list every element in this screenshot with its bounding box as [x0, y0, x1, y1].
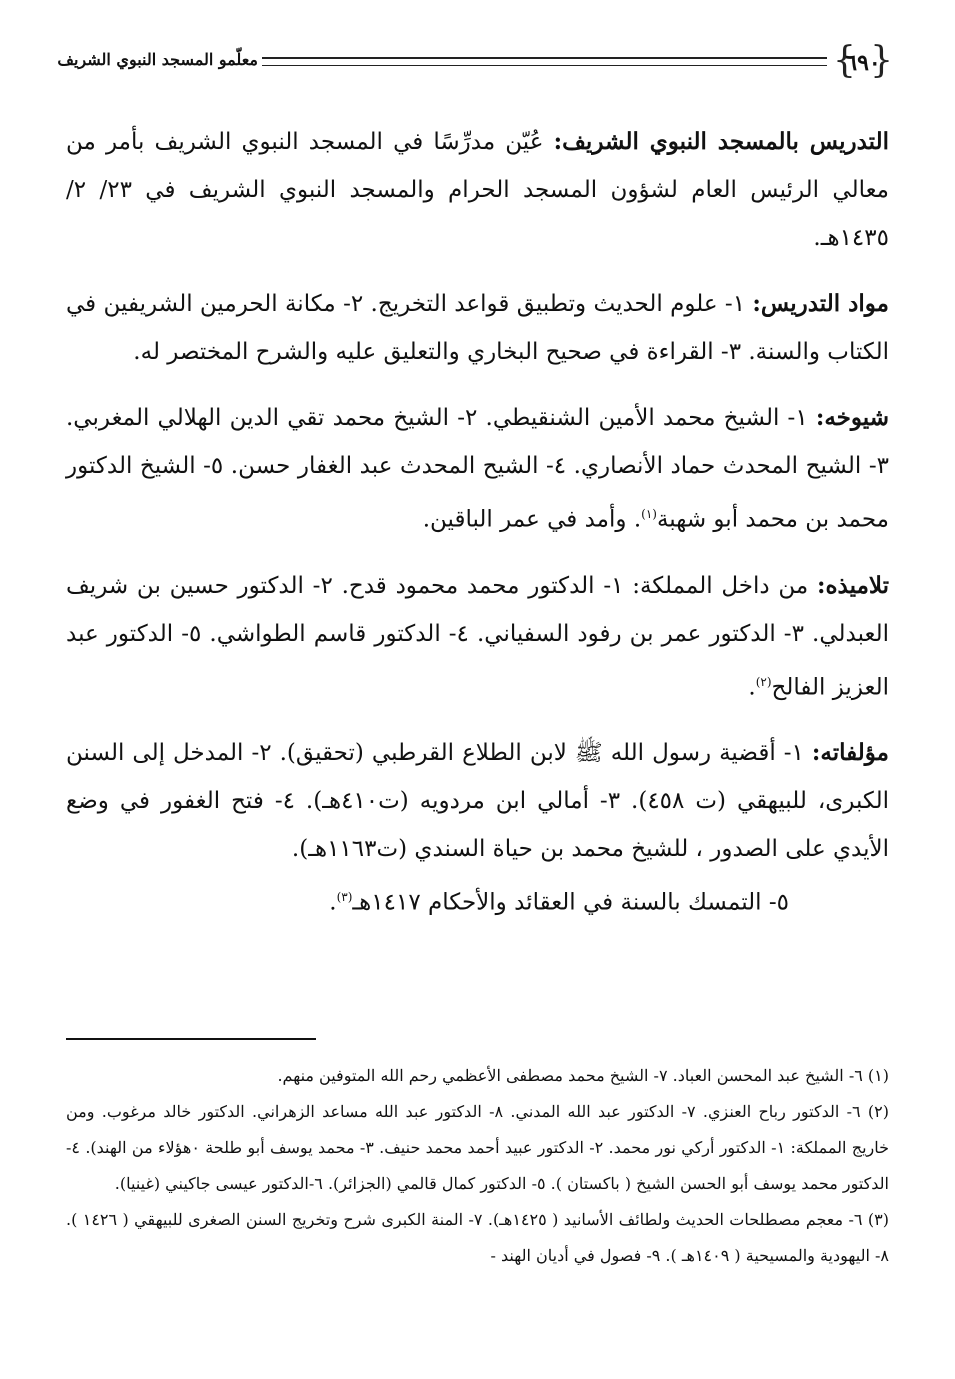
footnote-rule — [66, 1038, 316, 1040]
footnote-marker[interactable]: (٢) — [755, 674, 772, 689]
page-number: { ٦٩٠ } — [833, 38, 893, 88]
section-teaching — [66, 118, 889, 262]
section-text-tail: . — [329, 889, 337, 916]
section-text: ١- الشيخ محمد الأمين الشنقيطي. ٢- الشيخ محمد تقي الدين الهلالي المغربي. ٣- الشيح المحدث حماد الأنصاري. ٤- الشيح المحدث عبد الغفار حسن. ٥- الشيخ الدكتور محمد بن محمد أبو شهبة — [66, 405, 889, 533]
section-text: ٥- التمسك بالسنة في العقائد والأحكام ١٤١٧هـ — [352, 889, 789, 916]
section-text: ١- أقضية رسول الله ﷺ لابن الطلاع القرطبي (تحقيق). ٢- المدخل إلى السنن الكبرى، للبيهقي (ت ٤٥٨). ٣- أمالي ابن مردويه (ت٤١٠هـ). ٤- فتح الغفور في وضع الأيدي على الصدور ، للشيخ محمد بن حياة السندي (ت١١٦٣هـ). — [66, 740, 889, 863]
header-rule — [262, 57, 827, 66]
section-label: التدريس بالمسجد النبوي الشريف: — [553, 128, 890, 155]
running-title: معلّمو المسجد النبوي الشريف — [57, 50, 258, 69]
footnote-1: (١) ٦- الشيخ عبد المحسن العباد. ٧- الشيخ محمد مصطفى الأعظمي رحم الله المتوفين منهم. — [277, 1066, 889, 1085]
section-text: ١- علوم الحديث وتطبيق قواعد التخريج. ٢- مكانة الحرمين الشريفين في الكتاب والسنة. ٣- القراءة في صحيح البخاري والتعليق عليه والشرح المختصر له. — [66, 291, 889, 365]
footnote-marker[interactable]: (١) — [641, 507, 657, 521]
section-students — [66, 562, 889, 712]
section-text: من داخل المملكة: ١- الدكتور محمد محمود قدح. ٢- الدكتور حسين بن شريف العبدلي. ٣- الدكتور عمر بن رفود السفياني. ٤- الدكتور قاسم الطواشي. ٥- الدكتور عبد العزيز الفالح — [66, 572, 890, 701]
footnotes — [66, 1058, 889, 1274]
section-label: شيوخه: — [815, 404, 889, 431]
section-subjects — [66, 280, 889, 376]
section-works — [66, 729, 889, 873]
running-header — [57, 38, 893, 88]
footnote-2: (٢) ٦- الدكتور رباح العنزي. ٧- الدكتور عبد الله المدني. ٨- الدكتور عبد الله مساعد الزهراني. الدكتور خالد مرغوب. ومن خاريج المملكة: ١- الدكتور أركي نور محمد. ٢- الدكتور عبيد أحمد محمد حنيف. ٣- محمد يوسف أبو طلحة ٠هؤلاء من الهند). ٤- الدكتور محمد يوسف أبو الحسن الشيخ ( باكستان ). ٥- الدكتور كمال قالمي (الجزائر). ٦-الدكتور عيسى جاكيني (غينيا). — [66, 1102, 890, 1193]
section-label: تلاميذه: — [817, 571, 890, 599]
section-teachers — [66, 394, 889, 544]
section-label: مواد التدريس: — [752, 290, 890, 317]
section-text-tail: . وأمد في عمر الباقين. — [422, 506, 642, 533]
footnote-marker[interactable]: (٣) — [336, 890, 353, 905]
section-works-continuation — [66, 873, 889, 927]
main-text — [66, 118, 889, 945]
section-text: عُيّن مدرِّسًا في المسجد النبوي الشريف بأمر من معالي الرئيس العام لشؤون المسجد الحرام والمسجد النبوي الشريف في ٢٣/ ٢/ ١٤٣٥هـ. — [66, 129, 890, 251]
section-text-tail: . — [748, 674, 756, 701]
footnote-3: (٣) ٦- معجم مصطلحات الحديث ولطائف الأسانيد ( ١٤٢٥هـ). ٧- المنة الكبرى شرح وتخريج السنن الصغرى للبيهقي ( ١٤٢٦ ). ٨- اليهودية والمسيحية ( ١٤٠٩هـ ). ٩- فصول في أديان الهند - — [66, 1210, 889, 1265]
section-label: مؤلفاته: — [811, 739, 889, 767]
